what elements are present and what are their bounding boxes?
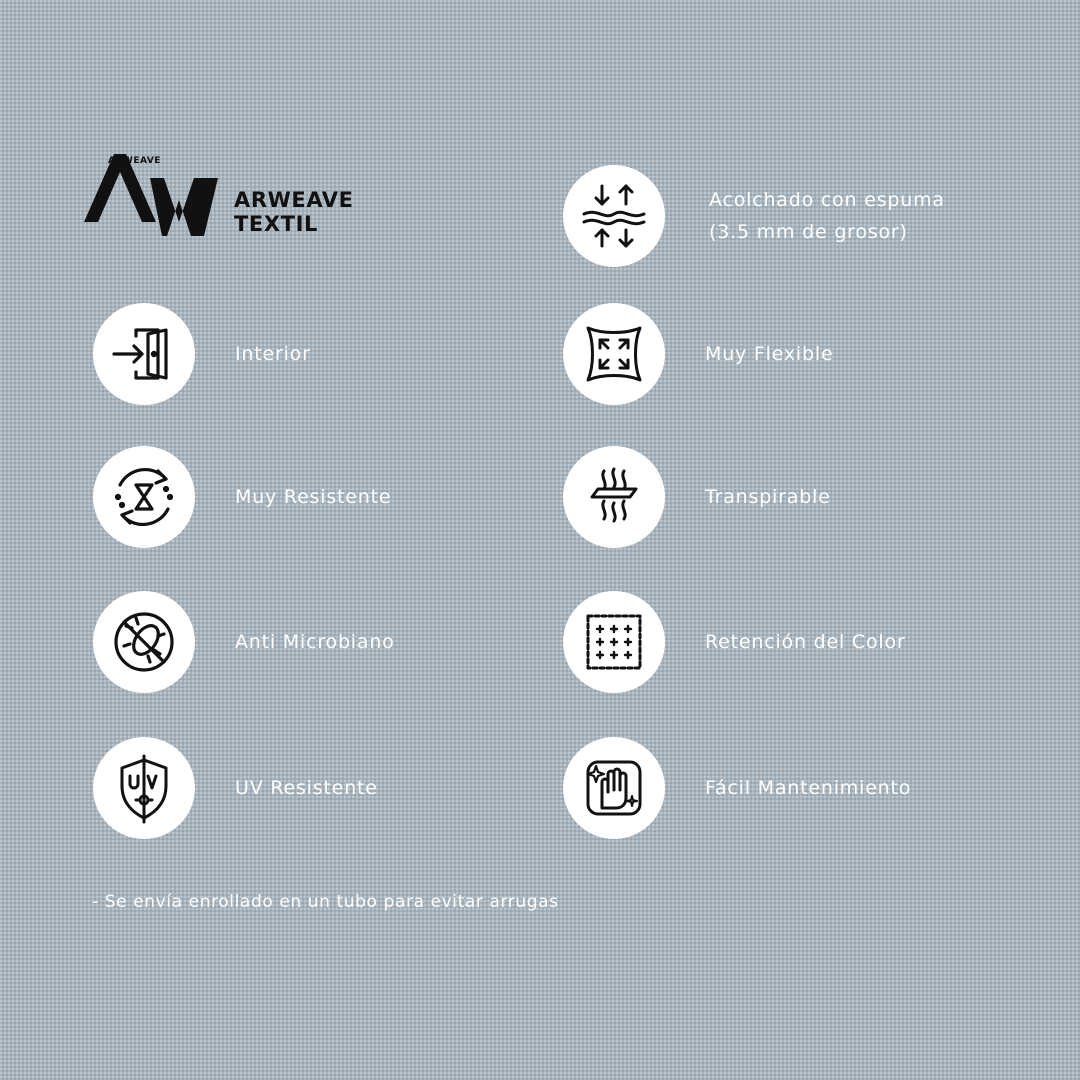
feature-label: Retención del Color [705,631,906,653]
feature-easy-care [563,737,911,839]
stretch-fabric-icon [563,303,665,405]
feature-label: Anti Microbiano [235,631,395,653]
feature-label: UV Resistente [235,777,378,799]
feature-uv [93,737,378,839]
feature-resistant [93,446,391,548]
door-enter-icon [93,303,195,405]
feature-label: Fácil Mantenimiento [705,777,912,799]
feature-breathable [563,446,831,548]
color-fabric-icon [563,591,665,693]
feature-label-line2: (3.5 mm de grosor) [709,221,908,243]
brand-small-text: ARWEAVE [108,156,161,166]
brand-logo [84,150,444,245]
feature-label: Transpirable [705,486,831,508]
feature-label: Muy Resistente [235,486,392,508]
feature-label-line1: Acolchado con espuma [709,189,945,211]
feature-label: Muy Flexible [705,343,834,365]
feature-foam [563,165,945,267]
feature-antimicrobial [93,591,395,693]
hourglass-cycle-icon [93,446,195,548]
brand-name: ARWEAVE TEXTIL [234,188,354,236]
breathable-icon [563,446,665,548]
no-bacteria-icon [93,591,195,693]
feature-interior [93,303,311,405]
foam-compression-icon [563,165,665,267]
feature-color-retention [563,591,906,693]
uv-shield-icon [93,737,195,839]
feature-label: Interior [235,343,311,365]
shipping-note: - Se envía enrollado en un tubo para evitar arrugas [92,892,559,912]
feature-flexible [563,303,833,405]
clean-hand-icon [563,737,665,839]
